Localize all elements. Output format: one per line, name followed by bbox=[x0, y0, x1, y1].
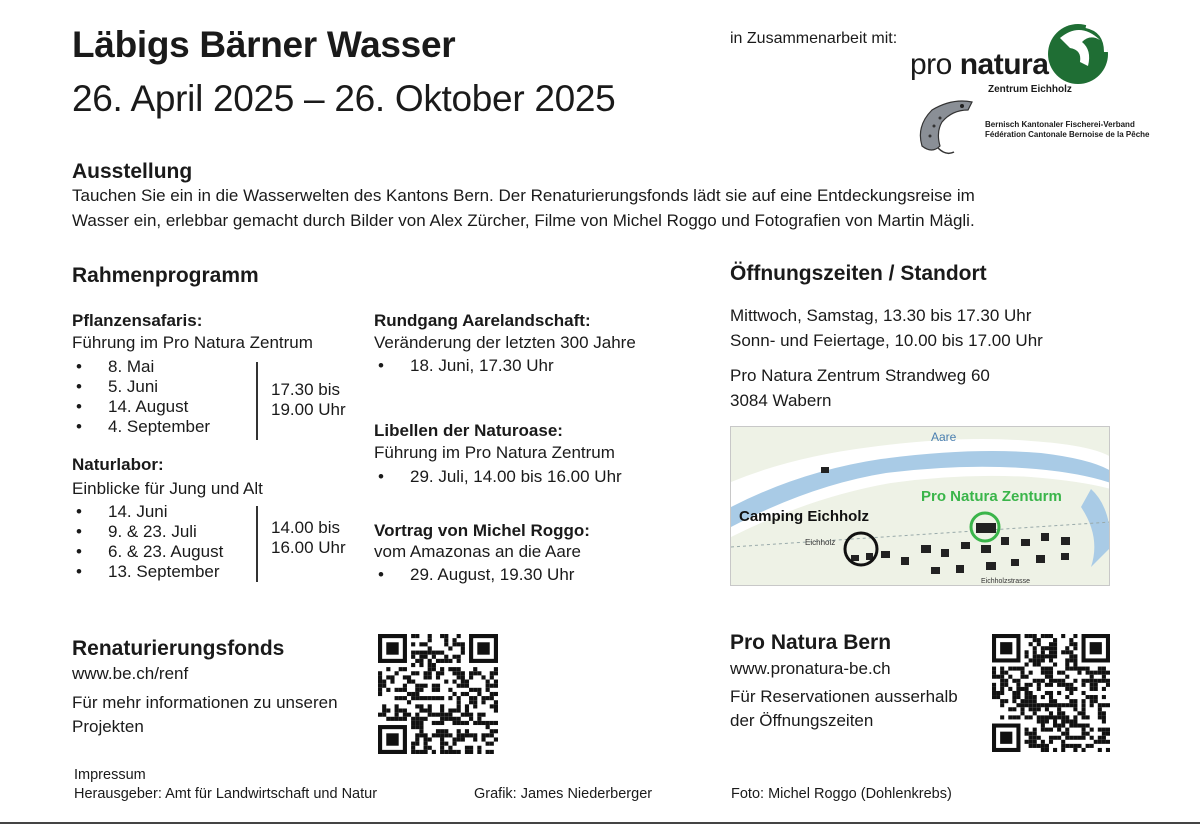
qr-code-renf[interactable] bbox=[378, 634, 498, 754]
qr-code-icon bbox=[378, 634, 498, 754]
divider bbox=[256, 506, 258, 582]
libellen-dates bbox=[374, 467, 622, 487]
list-item: • 6. & 23. August bbox=[72, 542, 223, 562]
collaboration-label: in Zusammenarbeit mit: bbox=[730, 30, 898, 47]
rundgang-dates bbox=[374, 356, 554, 376]
grafik-credit: Grafik: James Niederberger bbox=[474, 786, 653, 802]
list-item: • 18. Juni, 17.30 Uhr bbox=[374, 356, 554, 376]
list-item: • 29. Juli, 14.00 bis 16.00 Uhr bbox=[374, 467, 622, 487]
foto-credit: Foto: Michel Roggo (Dohlenkrebs) bbox=[731, 786, 952, 802]
pro-natura-bern-text-line1: Für Reservationen ausserhalb bbox=[730, 687, 958, 706]
vortrag-dates bbox=[374, 565, 574, 585]
list-item: • 4. September bbox=[72, 417, 210, 437]
fish-association-line1: Bernisch Kantonaler Fischerei-Verband bbox=[985, 120, 1135, 129]
renaturierungsfonds-heading: Renaturierungsfonds bbox=[72, 637, 285, 660]
qr-code-pronatura[interactable] bbox=[992, 634, 1110, 752]
vortrag-title: Vortrag von Michel Roggo: bbox=[374, 521, 590, 540]
pro-natura-bern-text-line2: der Öffnungszeiten bbox=[730, 711, 874, 730]
list-item: • 5. Juni bbox=[72, 377, 210, 397]
renaturierungsfonds-text-line1: Für mehr informationen zu unseren bbox=[72, 693, 338, 712]
list-item: • 8. Mai bbox=[72, 357, 210, 377]
herausgeber-text: Herausgeber: Amt für Landwirtschaft und Natur bbox=[74, 786, 378, 802]
libellen-subtitle: Führung im Pro Natura Zentrum bbox=[374, 443, 615, 462]
pro-natura-bern-text bbox=[730, 685, 958, 733]
impressum-label: Impressum bbox=[74, 767, 146, 783]
list-item: • 29. August, 19.30 Uhr bbox=[374, 565, 574, 585]
naturlabor-dates bbox=[72, 502, 223, 582]
map-street-label: Eichholzstrasse bbox=[981, 578, 1031, 585]
pro-natura-wordmark bbox=[910, 48, 1048, 82]
divider bbox=[256, 362, 258, 440]
ausstellung-line2: Wasser ein, erlebbar gemacht durch Bilder von Alex Zürcher, Filme von Michel Roggo und Fotografien von Martin Mägli. bbox=[72, 211, 975, 230]
naturlabor-time-start: 14.00 bis bbox=[271, 518, 340, 537]
map-camping-label: Camping Eichholz bbox=[739, 508, 870, 525]
address-street: Pro Natura Zentrum Strandweg 60 bbox=[730, 366, 990, 385]
ausstellung-heading: Ausstellung bbox=[72, 160, 193, 183]
fish-icon bbox=[912, 96, 982, 160]
pflanzensafaris-time-end: 19.00 Uhr bbox=[271, 400, 346, 419]
hours-weekday: Mittwoch, Samstag, 13.30 bis 17.30 Uhr bbox=[730, 306, 1032, 325]
pro-natura-bern-url[interactable]: www.pronatura-be.ch bbox=[730, 659, 891, 678]
ausstellung-text bbox=[72, 183, 1132, 233]
list-item: • 14. Juni bbox=[72, 502, 223, 522]
libellen-title: Libellen der Naturoase: bbox=[374, 421, 563, 440]
renaturierungsfonds-text bbox=[72, 691, 338, 739]
map-graphic bbox=[731, 427, 1110, 586]
location-map bbox=[730, 426, 1110, 586]
list-item: • 9. & 23. Juli bbox=[72, 522, 223, 542]
list-item: • 13. September bbox=[72, 562, 223, 582]
rundgang-title: Rundgang Aarelandschaft: bbox=[374, 311, 591, 330]
bottom-edge-line bbox=[0, 822, 1200, 824]
naturlabor-title: Naturlabor: bbox=[72, 455, 164, 474]
pflanzensafaris-subtitle: Führung im Pro Natura Zentrum bbox=[72, 333, 313, 352]
hours-holiday: Sonn- und Feiertage, 10.00 bis 17.00 Uhr bbox=[730, 331, 1043, 350]
qr-code-icon bbox=[992, 634, 1110, 752]
pro-natura-bern-heading: Pro Natura Bern bbox=[730, 631, 892, 654]
fish-association-line2: Fédération Cantonale Bernoise de la Pêche bbox=[985, 130, 1150, 139]
renaturierungsfonds-url[interactable]: www.be.ch/renf bbox=[72, 664, 189, 683]
pflanzensafaris-dates bbox=[72, 357, 210, 437]
rahmenprogramm-heading: Rahmenprogramm bbox=[72, 264, 259, 287]
naturlabor-subtitle: Einblicke für Jung und Alt bbox=[72, 479, 263, 498]
rundgang-subtitle: Veränderung der letzten 300 Jahre bbox=[374, 333, 636, 352]
map-river-label: Aare bbox=[931, 430, 957, 444]
oeffnungszeiten-hours bbox=[730, 303, 1043, 353]
oeffnungszeiten-heading: Öffnungszeiten / Standort bbox=[730, 262, 987, 285]
renaturierungsfonds-text-line2: Projekten bbox=[72, 717, 144, 736]
ausstellung-line1: Tauchen Sie ein in die Wasserwelten des Kantons Bern. Der Renaturierungsfonds lädt sie auf eine Entdeckungsreise im bbox=[72, 186, 975, 205]
page-title: Läbigs Bärner Wasser bbox=[72, 24, 456, 65]
pro-natura-word-natura: natura bbox=[959, 48, 1049, 81]
pflanzensafaris-time bbox=[271, 380, 346, 420]
naturlabor-time bbox=[271, 518, 346, 558]
exhibition-dates: 26. April 2025 – 26. Oktober 2025 bbox=[72, 78, 616, 119]
address-city: 3084 Wabern bbox=[730, 391, 832, 410]
vortrag-subtitle: vom Amazonas an die Aare bbox=[374, 542, 581, 561]
map-eichholz-label: Eichholz bbox=[805, 538, 836, 547]
fish-association-text bbox=[985, 120, 1150, 140]
address bbox=[730, 363, 990, 413]
naturlabor-time-end: 16.00 Uhr bbox=[271, 538, 346, 557]
pro-natura-word-pro: pro bbox=[910, 48, 952, 81]
pflanzensafaris-title: Pflanzensafaris: bbox=[72, 311, 203, 330]
map-pro-natura-label: Pro Natura Zenturm bbox=[921, 488, 1062, 505]
list-item: • 14. August bbox=[72, 397, 210, 417]
pflanzensafaris-time-start: 17.30 bis bbox=[271, 380, 340, 399]
pro-natura-subtitle: Zentrum Eichholz bbox=[988, 84, 1072, 95]
fish-logo bbox=[912, 96, 982, 160]
